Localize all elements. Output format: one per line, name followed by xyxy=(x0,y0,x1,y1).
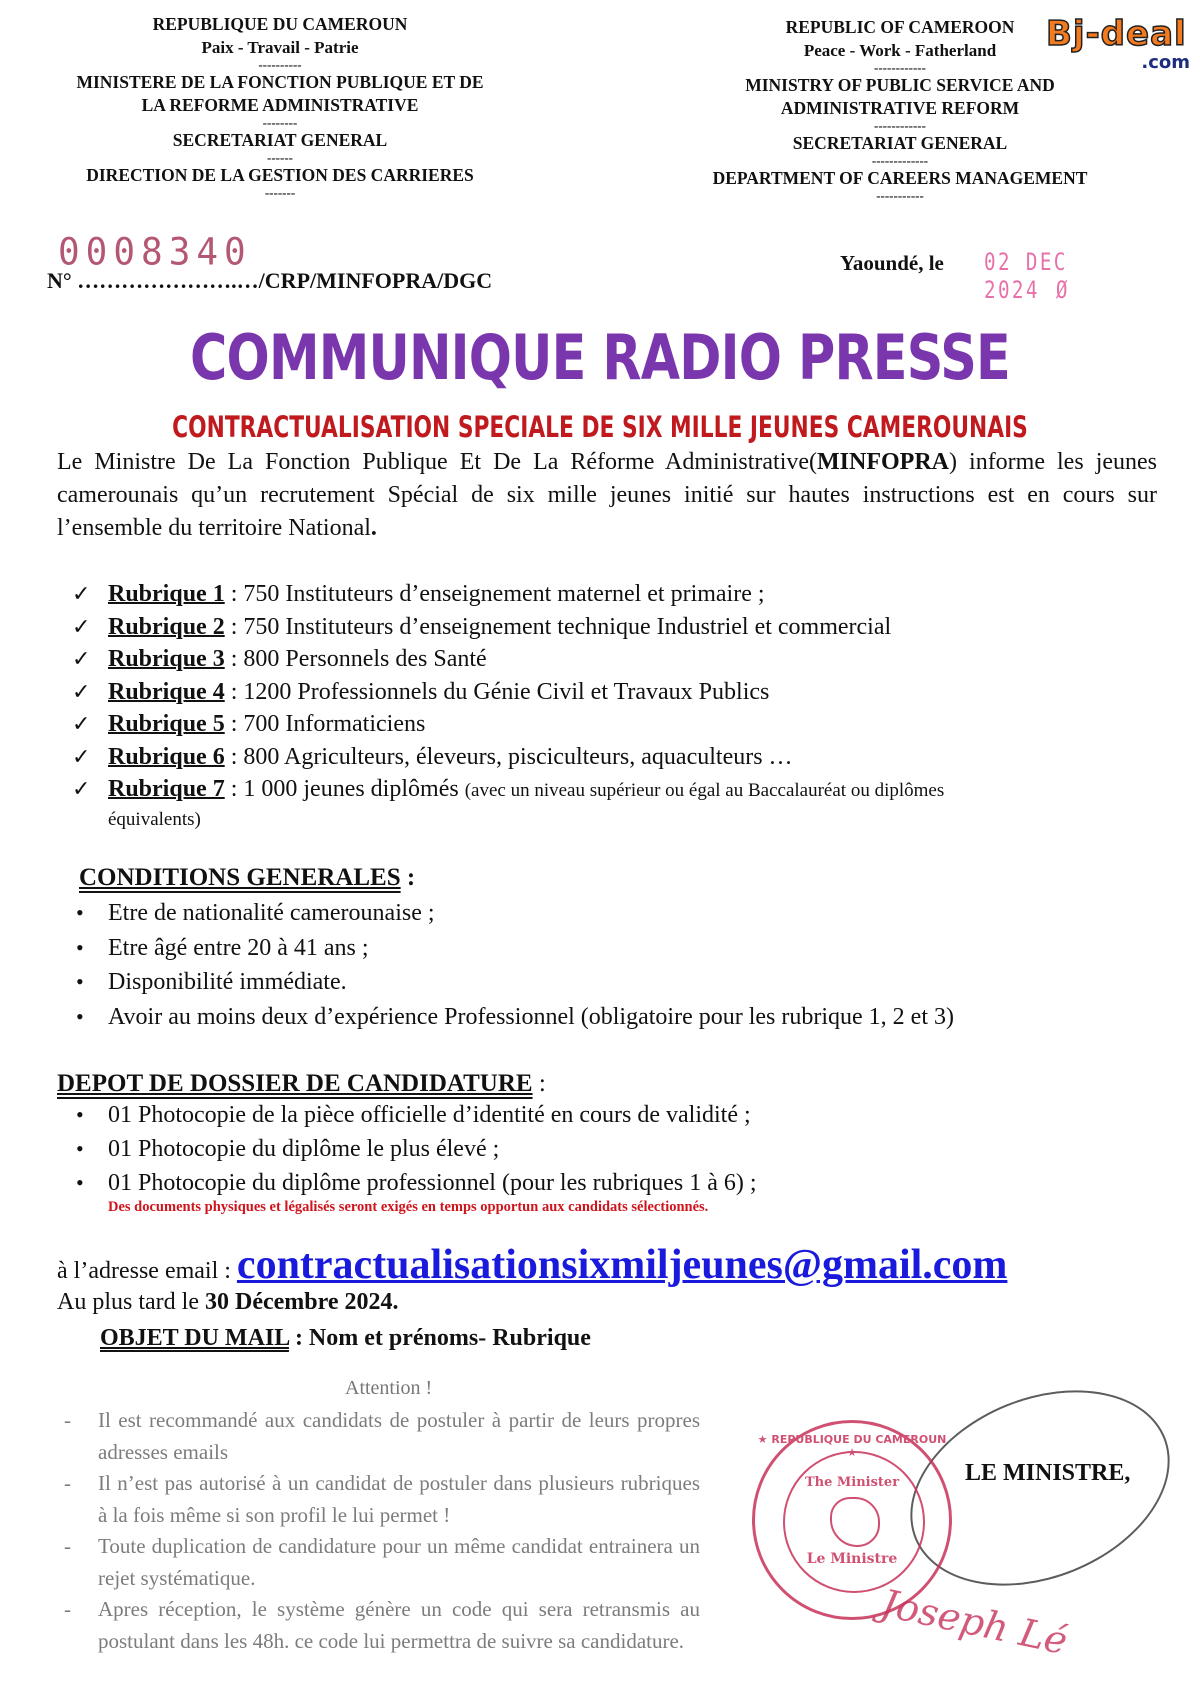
condition-item: • Disponibilité immédiate. xyxy=(70,965,954,1000)
divider: ---------- xyxy=(258,57,302,72)
department-en: DEPARTMENT OF CAREERS MANAGEMENT xyxy=(712,168,1088,188)
motto-en: Peace - Work - Fatherland xyxy=(803,41,997,60)
rubric-label: Rubrique 3 xyxy=(108,646,225,672)
checkmark-icon: ✓ xyxy=(72,581,91,606)
secretariat-fr: SECRETARIAT GENERAL xyxy=(172,130,388,150)
seal-inner-bottom-text: Le Ministre xyxy=(806,1551,898,1567)
ministry-fr-line1: MINISTERE DE LA FONCTION PUBLIQUE ET DE xyxy=(76,72,484,92)
country-name-fr: REPUBLIQUE DU CAMEROUN xyxy=(152,14,408,34)
date-stamp xyxy=(984,248,1157,304)
divider: ------------- xyxy=(871,153,929,168)
rubrics-list xyxy=(70,578,944,832)
conditions-heading-text: CONDITIONS GENERALES xyxy=(79,864,401,891)
attention-list xyxy=(60,1405,700,1657)
checkmark-icon: ✓ xyxy=(72,613,91,639)
header-french xyxy=(30,13,530,199)
conditions-heading xyxy=(79,864,415,892)
rubric-text: : 750 Instituteurs d’enseignement maternel et primaire ; xyxy=(224,581,765,607)
intro-text: ) informe les jeunes camerounais qu’un recrutement Spécial de six mille jeunes initié sur hautes instructions est en cours sur l’ensemble du territoire National xyxy=(57,449,1158,541)
heading-colon: : xyxy=(532,1070,546,1097)
mail-object-label: OBJET DU MAIL xyxy=(100,1325,289,1351)
logo-main-text: Bj-deal xyxy=(1046,14,1187,54)
date-stamp-value: 02 DEC 2024 xyxy=(984,248,1068,304)
ministry-en-line2: ADMINISTRATIVE REFORM xyxy=(780,98,1020,118)
condition-item: • Etre de nationalité camerounaise ; xyxy=(70,896,954,931)
condition-item: • Avoir au moins deux d’expérience Professionnel (obligatoire pour les rubrique 1, 2 et 3) xyxy=(70,1000,954,1035)
rubric-text: : 800 Agriculteurs, éleveurs, pisciculteurs, aquaculteurs … xyxy=(224,743,793,770)
motto-fr: Paix - Travail - Patrie xyxy=(201,38,359,57)
logo-tld-text: .com xyxy=(1141,52,1190,73)
document-title: COMMUNIQUE RADIO PRESSE xyxy=(190,321,1010,394)
seal-inner-top-text: The Minister xyxy=(804,1475,900,1490)
email-line xyxy=(57,1241,1007,1289)
rubric-label: Rubrique 2 xyxy=(108,613,225,640)
secretariat-en: SECRETARIAT GENERAL xyxy=(792,133,1008,153)
depot-item: • 01 Photocopie de la pièce officielle d’identité en cours de validité ; xyxy=(70,1098,757,1132)
rubric-label: Rubrique 4 xyxy=(108,678,225,705)
divider: ------------ xyxy=(874,118,926,133)
intro-period: . xyxy=(370,515,377,541)
attention-item: - Toute duplication de candidature pour un même candidat entrainera un rejet systématique. xyxy=(60,1531,700,1594)
ministry-fr-line2: LA REFORME ADMINISTRATIVE xyxy=(141,95,419,115)
divider: ----------- xyxy=(876,188,924,203)
rubric-item xyxy=(70,611,944,644)
rubric-label: Rubrique 7 xyxy=(108,776,225,802)
checkmark-icon: ✓ xyxy=(72,776,91,801)
direction-fr: DIRECTION DE LA GESTION DES CARRIERES xyxy=(86,165,474,185)
reference-number-line: N° ………………….…/CRP/MINFOPRA/DGC xyxy=(47,268,493,293)
deadline-line xyxy=(57,1289,398,1316)
rubric-item xyxy=(70,708,944,741)
rubric-note-continued: équivalents) xyxy=(108,808,201,830)
seal-emblem-icon xyxy=(830,1497,880,1547)
conditions-list xyxy=(70,896,954,1034)
rubric-label: Rubrique 6 xyxy=(108,743,225,770)
mail-object-value: : Nom et prénoms- Rubrique xyxy=(288,1325,591,1351)
legalized-documents-warning: Des documents physiques et légalisés seront exigés en temps opportun aux candidats sélectionnés. xyxy=(108,1199,709,1215)
depot-documents-list xyxy=(70,1098,757,1200)
divider: -------- xyxy=(262,115,298,130)
attention-item: - Il est recommandé aux candidats de postuler à partir de leurs propres adresses emails xyxy=(60,1405,700,1468)
email-address-link[interactable]: contractualisationsixmiljeunes@gmail.com xyxy=(236,1242,1008,1288)
divider: ------- xyxy=(264,185,296,200)
intro-acronym: MINFOPRA xyxy=(817,449,950,475)
depot-heading xyxy=(57,1070,546,1098)
reference-number-stamp: 0008340 xyxy=(58,230,252,275)
ministry-en-line1: MINISTRY OF PUBLIC SERVICE AND xyxy=(745,75,1055,95)
seal-outer-text: ★ REPUBLIQUE DU CAMEROUN ★ xyxy=(757,1433,947,1459)
rubric-note: (avec un niveau supérieur ou égal au Baccalauréat ou diplômes xyxy=(464,780,945,801)
condition-item: • Etre âgé entre 20 à 41 ans ; xyxy=(70,931,954,966)
rubric-item xyxy=(70,676,944,709)
initials-mark-icon: Ø xyxy=(1055,276,1070,304)
checkmark-icon: ✓ xyxy=(72,646,91,671)
checkmark-icon: ✓ xyxy=(72,711,91,736)
rubric-text: : 700 Informaticiens xyxy=(224,711,426,737)
heading-colon: : xyxy=(400,864,416,891)
depot-item: • 01 Photocopie du diplôme professionnel (pour les rubriques 1 à 6) ; xyxy=(70,1166,757,1200)
checkmark-icon: ✓ xyxy=(72,743,91,769)
intro-paragraph xyxy=(57,446,1157,545)
depot-item: • 01 Photocopie du diplôme le plus élevé ; xyxy=(70,1132,757,1166)
rubric-label: Rubrique 5 xyxy=(108,711,225,737)
mail-object-line xyxy=(100,1325,591,1352)
rubric-label: Rubrique 1 xyxy=(108,581,225,607)
document-subtitle: CONTRACTUALISATION SPECIALE DE SIX MILLE JEUNES CAMEROUNAIS xyxy=(172,410,1028,444)
attention-item: - Apres réception, le système génère un code qui sera retransmis au postulant dans les 48h. ce code lui permettra de suivre sa candidature. xyxy=(60,1594,700,1657)
email-label: à l’adresse email : xyxy=(57,1258,237,1284)
rubric-item xyxy=(70,773,944,832)
minister-title: LE MINISTRE, xyxy=(965,1460,1131,1486)
intro-text: Le Ministre De La Fonction Publique Et De La Réforme Administrative( xyxy=(57,449,818,475)
bj-deal-logo xyxy=(1046,16,1196,76)
rubric-text: : 1 000 jeunes diplômés xyxy=(224,776,465,802)
rubric-text: : 750 Instituteurs d’enseignement technique Industriel et commercial xyxy=(224,613,892,640)
rubric-text: : 800 Personnels des Santé xyxy=(224,646,487,672)
rubric-text: : 1200 Professionnels du Génie Civil et Travaux Publics xyxy=(224,678,770,705)
rubric-item xyxy=(70,643,944,676)
attention-item: - Il n’est pas autorisé à un candidat de postuler dans plusieurs rubriques à la fois même si son profil le lui permet ! xyxy=(60,1468,700,1531)
deadline-date: 30 Décembre 2024. xyxy=(204,1289,399,1315)
attention-title: Attention ! xyxy=(345,1377,433,1399)
depot-heading-text: DEPOT DE DOSSIER DE CANDIDATURE xyxy=(57,1070,533,1097)
place-date-label: Yaoundé, le xyxy=(840,251,944,275)
divider: ------------ xyxy=(874,60,926,75)
rubric-item xyxy=(70,741,944,774)
checkmark-icon: ✓ xyxy=(72,678,91,704)
signed-name: Joseph Lé xyxy=(877,1580,1072,1664)
country-name-en: REPUBLIC OF CAMEROON xyxy=(785,17,1015,37)
divider: ------ xyxy=(267,150,293,165)
rubric-item xyxy=(70,578,944,611)
deadline-label: Au plus tard le xyxy=(57,1289,205,1315)
